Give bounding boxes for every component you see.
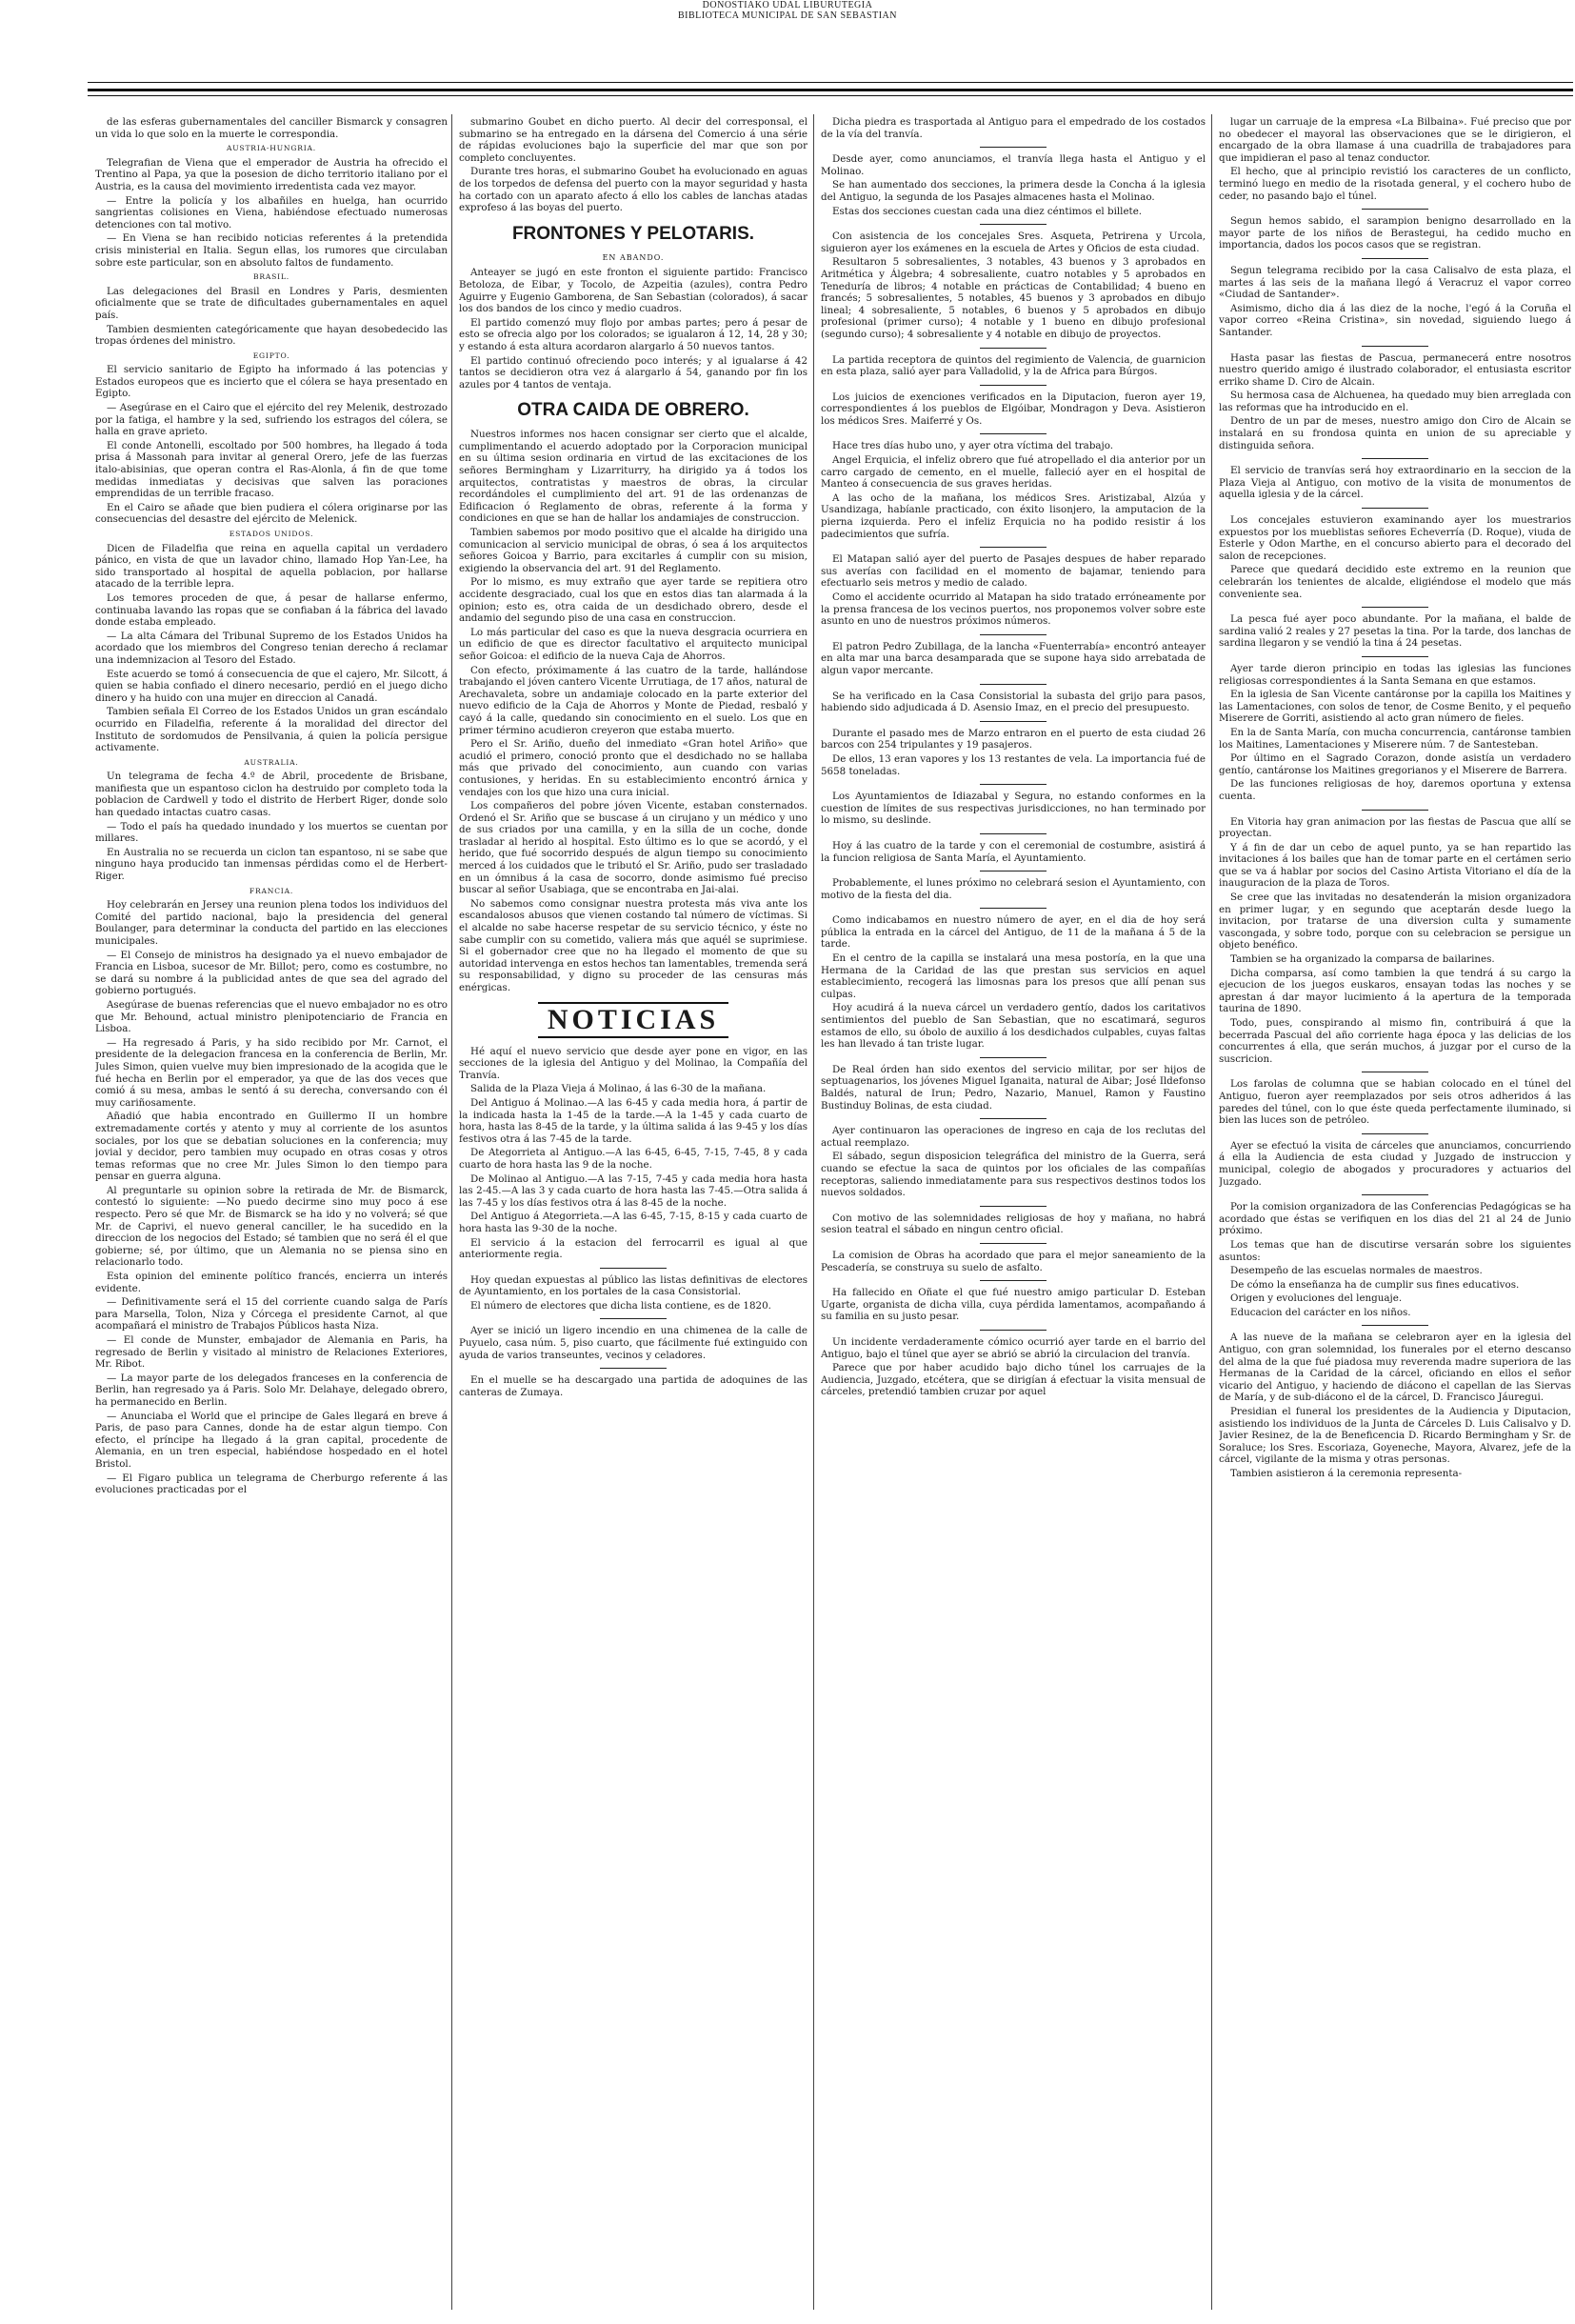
paragraph: — En Viena se han recibido noticias referentes á la pretendida crisis ministerial en Italia. Segun ellas, los rumores que circulaban sobre este particular, son en absoluto faltos de fundamento. <box>95 232 448 269</box>
paragraph: En la de Santa María, con mucha concurrencia, cantáronse tambien los Maitines, Lamentaciones y Miserere núm. 7 de Santesteban. <box>1219 726 1571 751</box>
column-2 <box>459 116 807 2307</box>
headline-frontones: FRONTONES Y PELOTARIS. <box>511 223 755 244</box>
paragraph: — El Figaro publica un telegrama de Cherburgo referente á las evoluciones practicadas por el <box>95 1472 448 1496</box>
separator <box>980 784 1047 785</box>
paragraph: Los temores proceden de que, á pesar de hallarse enfermo, continuaba lavando las ropas que se confiaban á la fábrica del lavado donde estaba empleado. <box>95 591 448 629</box>
separator <box>980 1118 1047 1119</box>
noticias-banner <box>459 1002 807 1038</box>
paragraph: El Matapan salió ayer del puerto de Pasajes despues de haber reparado sus averías con facilidad en el momento de bajamar, teniendo para efectuarlo seis metros y medio de calado. <box>821 553 1206 590</box>
separator <box>980 147 1047 148</box>
paragraph: El servicio á la estacion del ferrocarril es igual al que anteriormente regia. <box>459 1236 807 1261</box>
separator <box>980 1206 1047 1207</box>
paragraph: Se han aumentado dos secciones, la primera desde la Concha á la iglesia del Antiguo, la segunda de los Pasajes almacenes hasta el Molinao. <box>821 179 1206 203</box>
paragraph: En la iglesia de San Vicente cantáronse por la capilla los Maitines y las Lamentaciones, con solos de tenor, de Cosme Benito, y el pequeño Miserere de Gorriti, asistiendo al acto gran número de fieles. <box>1219 689 1571 725</box>
paragraph: Del Antiguo á Molinao.—A las 6-45 y cada media hora, á partir de la indicada hasta la 1-45 de la tarde.—A la 1-45 y cada cuarto de hora, hasta las 8-45 de la tarde, y la última salida á las 9-45 y los días festivos otra á las 7-45 de la tarde. <box>459 1096 807 1145</box>
headline-caida-obrero: OTRA CAIDA DE OBRERO. <box>517 400 749 421</box>
paragraph: Con asistencia de los concejales Sres. Asqueta, Petrirena y Urcola, siguieron ayer los exámenes en la escuela de Artes y Oficios de esta ciudad. <box>821 230 1206 254</box>
separator <box>980 224 1047 225</box>
paragraph: Se ha verificado en la Casa Consistorial la subasta del grijo para pasos, habiendo sido adjudicada á D. Asensio Imaz, en el precio del presupuesto. <box>821 690 1206 714</box>
separator <box>1362 346 1428 347</box>
paragraph: Probablemente, el lunes próximo no celebrará sesion el Ayuntamiento, con motivo de la fiesta del dia. <box>821 877 1206 901</box>
paragraph: Como el accidente ocurrido al Matapan ha sido tratado erróneamente por la prensa francesa de los vecinos puertos, nos proponemos volver sobre este asunto en uno de nuestros próximos números. <box>821 591 1206 628</box>
paragraph: El conde Antonelli, escoltado por 500 hombres, ha llegado á toda prisa á Massonah para invitar al general Orero, jefe de las fuerzas italo-abisinias, que operan contra el Ras-Alonla, á fin de que tome medidas inmediatas y decisivas que salven las poraciones emprendidas de un terrible fracaso. <box>95 439 448 500</box>
paragraph: Tambien asistieron á la ceremonia representa- <box>1230 1468 1463 1479</box>
paragraph: La partida receptora de quintos del regimiento de Valencia, de guarnicion en esta plaza, salió ayer para Valladolid, y la de Africa para Búrgos. <box>821 353 1206 378</box>
separator <box>980 634 1047 635</box>
paragraph: Pero el Sr. Ariño, dueño del inmediato «Gran hotel Ariño» que acudió el primero, conoció pronto que el desdichado no se hallaba más que privado del conocimiento, aun cuando con varias contusiones, y heridas. En su establecimiento encontró árnica y vendajes con los que hizo una cura inicial. <box>459 738 807 798</box>
separator <box>980 908 1047 909</box>
paragraph: Añadió que habia encontrado en Guillermo II un hombre extremadamente cortés y atento y muy al corriente de los asuntos sociales, por los que se debatian soluciones en la conferencia; muy jovial y decidor, pero tambien muy ocupado en otras cosas y otros temas reformas que no cree Mr. Jules Simon lo den tiempo para pensar en guerra alguna. <box>95 1111 448 1183</box>
paragraph: Los juicios de exenciones verificados en la Diputacion, fueron ayer 19, correspondientes á los pueblos de Elgóibar, Mondragon y Deva. Asistieron los médicos Sres. Maiferré y Os. <box>821 391 1206 427</box>
paragraph: El sábado, segun disposicion telegráfica del ministro de la Guerra, será cuando se efectue la saca de quintos por los oficiales de las compañías receptoras, saliendo inmediatamente para sus respectivos destinos todos los nuevos soldados. <box>821 1151 1206 1199</box>
paragraph: Y á fin de dar un cebo de aquel punto, ya se han repartido las invitaciones á los bailes que han de tomar parte en el certámen serio que se va á hablar por socios del Casino Artista Vitoriano el día de la inauguracion de la plaza de Toros. <box>1219 841 1571 890</box>
separator <box>1362 1133 1428 1134</box>
separator <box>600 1368 667 1369</box>
paragraph: Desempeño de las escuelas normales de maestros. <box>1230 1265 1483 1277</box>
section-heading: BRASIL. <box>252 272 290 282</box>
separator <box>980 871 1047 872</box>
paragraph: De las funciones religiosas de hoy, daremos oportuna y extensa cuenta. <box>1219 778 1571 802</box>
archive-header <box>0 0 1575 21</box>
paragraph: Como indicabamos en nuestro número de ayer, en el dia de hoy será pública la entrada en la cárcel del Antiguo, de 11 de la mañana á 5 de la tarde. <box>821 914 1206 951</box>
paragraph: — Ha regresado á Paris, y ha sido recibido por Mr. Carnot, el presidente de la delegacion francesa en la conferencia de Berlin, Mr. Jules Simon, quien vuelve muy bien impresionado de la acogida que le fué hecha en Berlin por el emperador, ya que de las dos veces que comió á su mesa, ambas le sentó á su derecha, conversando con él muy cariñosamente. <box>95 1036 448 1109</box>
paragraph: En el Cairo se añade que bien pudiera el cólera originarse por las consecuencias del desastre del ejército de Melenick. <box>95 501 448 526</box>
paragraph: Su hermosa casa de Alchuenea, ha quedado muy bien arreglada con las reformas que ha introducido en el. <box>1219 390 1571 413</box>
separator <box>600 1268 667 1269</box>
section-heading: FRANCIA. <box>249 886 294 895</box>
separator <box>980 433 1047 434</box>
paragraph: En el centro de la capilla se instalará una mesa postoría, en la que una Hermana de la Caridad de las que prestan sus servicios en aquel establecimiento, recogerá las limosnas para los presos que allí penan sus culpas. <box>821 952 1206 1000</box>
paragraph: Origen y evoluciones del lenguaje. <box>1230 1292 1403 1305</box>
paragraph: Se cree que las invitadas no desatenderán la mision organizadora en primer lugar, y en segundo que aceptarán desde luego la invitacion, por tratarse de una diversion culta y sumamente vascongada, y sobre todo, porque con su celebracion se persigue un objeto benéfico. <box>1219 892 1571 952</box>
paragraph: Asimismo, dicho dia á las diez de la noche, l'egó á la Coruña el vapor correo «Reina Cristina», sin novedad, siguiendo luego á Santander. <box>1219 302 1571 338</box>
separator <box>1362 810 1428 811</box>
paragraph: A las ocho de la mañana, los médicos Sres. Aristizabal, Alzúa y Usandizaga, habíanle practicado, con éxito lisonjero, la amputacion de la pierna izquierda. Pero el infeliz Erquicia no ha podido resistir á los padecimientos que sufría. <box>821 491 1206 540</box>
paragraph: Durante el pasado mes de Marzo entraron en el puerto de esta ciudad 26 barcos con 254 tripulantes y 19 pasajeros. <box>821 727 1206 751</box>
paragraph: — La alta Cámara del Tribunal Supremo de los Estados Unidos ha acordado que los miembros del Congreso tenian derecho á reclamar una indemnizacion al Tesoro del Estado. <box>95 630 448 666</box>
separator <box>980 547 1047 548</box>
paragraph: — El Consejo de ministros ha designado ya el nuevo embajador de Francia en Lisboa, sucesor de Mr. Billot; pero, como es costumbre, no se dará su nombre á la publicidad antes de que sea del agrado del gobierno portugués. <box>95 949 448 997</box>
paragraph: Angel Erquicia, el infeliz obrero que fué atropellado el dia anterior por un carro cargado de cemento, en el muelle, falleció ayer en el hospital de Manteo á consecuencia de sus graves heridas. <box>821 454 1206 491</box>
separator <box>980 721 1047 722</box>
paragraph: El servicio de tranvías será hoy extraordinario en la seccion de la Plaza Vieja al Antiguo, con motivo de la visita de monumentos de aquella iglesia y de la cárcel. <box>1219 465 1571 501</box>
paragraph: Ayer continuaron las operaciones de ingreso en caja de los reclutas del actual reemplazo. <box>821 1125 1206 1149</box>
paragraph: Desde ayer, como anunciamos, el tranvía llega hasta el Antiguo y el Molinao. <box>821 153 1206 177</box>
top-rule-thick <box>88 89 1573 91</box>
header-line-1: DONOSTIAKO UDAL LIBURUTEGIA <box>702 0 873 10</box>
paragraph: El número de electores que dicha lista contiene, es de 1820. <box>470 1299 771 1312</box>
paragraph: Educacion del carácter en los niños. <box>1230 1306 1411 1318</box>
column-3 <box>821 116 1206 2307</box>
paragraph: Segun telegrama recibido por la casa Calisalvo de esta plaza, el martes á las seis de la mañana llegó á Veracruz el vapor correo «Ciudad de Santander». <box>1219 264 1571 301</box>
paragraph: Dicha comparsa, así como tambien la que tendrá á su cargo la ejecucion de los juegos euskaros, ensayan todas las noches y se aprestan á dar mayor lucimiento á la apertura de la temporada taurina de 1890. <box>1219 967 1571 1015</box>
paragraph: Anteayer se jugó en este fronton el siguiente partido: Francisco Betoloza, de Eibar, y Tocolo, de Azpeitia (azules), contra Pedro Aguirre y Eugenio Gamborena, de San Sebastian (colorados), á sacar los dos bandos de los cinco y medio cuadros. <box>459 267 807 315</box>
paragraph: Hasta pasar las fiestas de Pascua, permanecerá entre nosotros nuestro querido amigo é ilustrado colaborador, el entusiasta escritor erriko shame D. Ciro de Alcain. <box>1219 351 1571 388</box>
paragraph: — Anunciaba el World que el principe de Gales llegará en breve á Paris, de paso para Cannes, donde ha de estar algun tiempo. Con efecto, el príncipe ha llegado á la gran capital, procedente de Alemania, en un tren especial, habiéndose hospedado en el hotel Bristol. <box>95 1410 448 1470</box>
paragraph: Las delegaciones del Brasil en Londres y Paris, desmienten oficialmente que se trate de dificultades gubernamentales en aquel país. <box>95 285 448 321</box>
paragraph: De Ategorrieta al Antiguo.—A las 6-45, 6-45, 7-15, 7-45, 8 y cada cuarto de hora hasta las 9 de la noche. <box>459 1147 807 1171</box>
separator <box>980 684 1047 685</box>
paragraph: El servicio sanitario de Egipto ha informado á las potencias y Estados europeos que es incierto que el cólera se haya presentado en Egipto. <box>95 364 448 400</box>
top-rule-thin-2 <box>88 95 1573 96</box>
paragraph: Tambien se ha organizado la comparsa de bailarines. <box>1230 953 1495 966</box>
column-divider <box>451 114 452 2310</box>
paragraph: Hoy celebrarán en Jersey una reunion plena todos los individuos del Comité del partido nacional, bajo la presidencia del general Boulanger, para determinar la conducta del partido en las elecciones municipales. <box>95 899 448 947</box>
paragraph: Ayer tarde dieron principio en todas las iglesias las funciones religiosas correspondientes á la Santa Semana en que estamos. <box>1219 662 1571 687</box>
paragraph: El partido continuó ofreciendo poco interés; y al igualarse á 42 tantos se decidieron otra vez á alargarlo á 54, ganando por fin los azules por 4 tantos de ventaja. <box>459 354 807 391</box>
paragraph: de las esferas gubernamentales del canciller Bismarck y consagren un vida lo que solo en la muerte le correspondia. <box>95 116 448 140</box>
paragraph: Dicha piedra es trasportada al Antiguo para el empedrado de los costados de la vía del tranvía. <box>821 116 1206 140</box>
paragraph: Presidian el funeral los presidentes de la Audiencia y Diputacion, asistiendo los individuos de la Junta de Cárceles D. Luis Calisalvo y D. Javier Resinez, de la de Beneficencia D. Ricardo Bermingham y Sr. de Soraluce; los Sres. Escoriaza, Goyeneche, Mayora, Alvarez, jefe de la cárcel, vigilante de la misma y otras personas. <box>1219 1406 1571 1466</box>
paragraph: Hoy á las cuatro de la tarde y con el ceremonial de costumbre, asistirá á la funcion religiosa de Santa María, el Ayuntamiento. <box>821 839 1206 864</box>
paragraph: Por lo mismo, es muy extraño que ayer tarde se repitiera otro accidente desgraciado, cual los que en estos dias tan alarmada á la opinion; esto es, otra caida de un desdichado obrero, desde el andamio del segundo piso de una casa en construccion. <box>459 576 807 625</box>
paragraph: La comision de Obras ha acordado que para el mejor saneamiento de la Pescadería, se construya su suelo de asfalto. <box>821 1249 1206 1273</box>
paragraph: El partido comenzó muy flojo por ambas partes; pero á pesar de esto se ofrecia algo por los colorados; se igualaron á 12, 14, 28 y 30; y estando á esta altura acordaron alargarlo á 50 nuevos tantos. <box>459 316 807 352</box>
paragraph: Ayer se efectuó la visita de cárceles que anunciamos, concurriendo á ella la Audiencia de esta ciudad y Juzgado de instruccion y municipal, colegio de abogados y procuradores y actuarios del Juzgado. <box>1219 1139 1571 1188</box>
paragraph: Telegrafian de Viena que el emperador de Austria ha ofrecido el Trentino al Papa, ya que la posesion de dicho territorio italiano por el Austria, es la causa del movimiento irredentista cada vez mayor. <box>95 156 448 192</box>
paragraph: En el muelle se ha descargado una partida de adoquines de las canteras de Zumaya. <box>459 1374 807 1398</box>
paragraph: El patron Pedro Zubillaga, de la lancha «Fuenterrabía» encontró anteayer en alta mar una barca desamparada que se supone haya sido arrebatada de algun vapor mercante. <box>821 640 1206 676</box>
separator <box>980 1057 1047 1058</box>
separator <box>1362 656 1428 657</box>
paragraph: Por la comision organizadora de las Conferencias Pedagógicas se ha acordado que éstas se verifiquen en los dias del 21 al 24 de Junio próximo. <box>1219 1201 1571 1237</box>
paragraph: Un incidente verdaderamente cómico ocurrió ayer tarde en el barrio del Antiguo, bajo el túnel que ayer se abrió se abrió la circulacion del tranvía. <box>821 1335 1206 1360</box>
paragraph: Los temas que han de discutirse versarán sobre los siguientes asuntos: <box>1219 1238 1571 1263</box>
paragraph: Los Ayuntamientos de Idiazabal y Segura, no estando conformes en la cuestion de límites de sus respectivas jurisdicciones, no han terminado por lo mismo, su deslinde. <box>821 791 1206 827</box>
paragraph: Hoy acudirá á la nueva cárcel un verdadero gentío, dados los caritativos sentimientos del pueblo de San Sebastian, que no escatimará, seguros estamos de ello, su óbolo de auxilio á los desdichados culpables, cuyas faltas les han llevado á tan triste lugar. <box>821 1002 1206 1051</box>
separator <box>980 1330 1047 1331</box>
separator <box>1362 607 1428 608</box>
paragraph: Parece que por haber acudido bajo dicho túnel los carruajes de la Audiencia, Juzgado, etcétera, que se dirigían á efectuar la visita mensual de cárceles, pretendió tambien cruzar por aquel <box>821 1362 1206 1398</box>
paragraph: De Real órden han sido exentos del servicio militar, por ser hijos de septuagenarios, los jóvenes Miguel Iganaita, natural de Aibar; José Ildefonso Baldés, natural de Irun; Pedro, Nazario, Manuel, Ramon y Faustino Bustinduy Bolinas, de esta ciudad. <box>821 1063 1206 1112</box>
section-heading: EGIPTO. <box>252 351 290 360</box>
paragraph: Durante tres horas, el submarino Goubet ha evolucionado en aguas de los torpedos de defensa del puerto con la mayor seguridad y hasta ha cortado con un aparato afecto á ello los cables de lanchas atadas exprofeso á las boyas del puerto. <box>459 166 807 214</box>
paragraph: Este acuerdo se tomó á consecuencia de que el cajero, Mr. Silcott, á quien se habia confiado el dinero necesario, perdió en el juego dicho dinero y ha huido con una mujer en direccion al Canadá. <box>95 668 448 704</box>
paragraph: submarino Goubet en dicho puerto. Al decir del corresponsal, el submarino se ha entregado en la dársena del Comercio á una série de rápidas evoluciones bajo la superficie del mar que son por completo concluyentes. <box>459 116 807 164</box>
paragraph: Estas dos secciones cuestan cada una diez céntimos el billete. <box>832 205 1143 217</box>
paragraph: La pesca fué ayer poco abundante. Por la mañana, el balde de sardina valió 2 reales y 27 pesetas la tina. Por la tarde, dos lanchas de sardina llegaron y se vendió la tina á 24 pesetas. <box>1219 613 1571 650</box>
separator <box>600 1318 667 1319</box>
column-1 <box>95 116 448 2307</box>
paragraph: Los concejales estuvieron examinando ayer los muestrarios expuestos por los mueblistas señores Echeverría (D. Roque), viuda de Esterle y Odon Marthe, en el concurso abierto para el decorado del salon de recepciones. <box>1219 514 1571 562</box>
paragraph: Parece que quedará decidido este extremo en la reunion que celebrarán los tenientes de alcalde, eligiéndose el modelo que más conveniente sea. <box>1219 564 1571 600</box>
paragraph: — Asegúrase en el Cairo que el ejército del rey Melenik, destrozado por la fatiga, el hambre y la sed, sufriendo los estragos del cólera, se halla en grave aprieto. <box>95 402 448 438</box>
paragraph: — Todo el país ha quedado inundado y los muertos se cuentan por millares. <box>95 820 448 845</box>
separator <box>980 1243 1047 1244</box>
section-heading: AUSTRALIA. <box>244 757 299 767</box>
paragraph: Asegúrase de buenas referencias que el nuevo embajador no es otro que Mr. Behound, actual ministro plenipotenciario de Francia en Lisboa. <box>95 998 448 1035</box>
paragraph: Del Antiguo á Ategorrieta.—A las 6-45, 7-15, 8-15 y cada cuarto de hora hasta las 9-30 de la noche. <box>459 1211 807 1234</box>
separator <box>980 385 1047 386</box>
paragraph: En Australia no se recuerda un ciclon tan espantoso, ni se sabe que ninguno haya producido tan inmensas pérdidas como el de Herbert-Riger. <box>95 846 448 883</box>
paragraph: Nuestros informes nos hacen consignar ser cierto que el alcalde, cumplimentando el acuerdo adoptado por la Corporacion municipal en su última sesion ordinaria en virtud de las excitaciones de los señores Bermingham y Lizarriturry, ha dirigido ya á todos los arquitectos, contratistas y maestros de obras, la circular recordándoles el cumplimiento del art. 91 de las ordenanzas de Edificacion ó Reglamento de obras, referente á la forma y condiciones en que se han de hallar los andamiajes de construccion. <box>459 429 807 525</box>
paragraph: Todo, pues, conspirando al mismo fin, contribuirá á que la becerrada Pascual del año corriente haga época y las delicias de los concurrentes á ella, que serán muchos, á juzgar por el curso de la suscricion. <box>1219 1017 1571 1065</box>
separator <box>1362 1325 1428 1326</box>
paragraph: De ellos, 13 eran vapores y los 13 restantes de vela. La importancia fué de 5658 toneladas. <box>821 752 1206 777</box>
header-line-2: BIBLIOTECA MUNICIPAL DE SAN SEBASTIAN <box>678 10 897 21</box>
paragraph: Ayer se inició un ligero incendio en una chimenea de la calle de Puyuelo, casa núm. 5, piso cuarto, que fácilmente fué extinguido con ayuda de varios transeuntes, vecinos y celadores. <box>459 1325 807 1361</box>
paragraph: Ha fallecido en Oñate el que fué nuestro amigo particular D. Esteban Ugarte, organista de dicha villa, cuya pérdida lamentamos, acompañando á su familia en su justo pesar. <box>821 1287 1206 1323</box>
paragraph: Hé aquí el nuevo servicio que desde ayer pone en vigor, en las secciones de la iglesia del Antiguo y del Molinao, la Compañía del Tranvía. <box>459 1045 807 1081</box>
paragraph: Con motivo de las solemnidades religiosas de hoy y mañana, no habrá sesion teatral el sábado en ningun centro oficial. <box>821 1212 1206 1236</box>
subheading: EN ABANDO. <box>602 252 665 262</box>
paragraph: Por último en el Sagrado Corazon, donde asistía un verdadero gentío, cantáronse los Maitines gregorianos y el Miserere de Barrera. <box>1219 752 1571 776</box>
paragraph: Al preguntarle su opinion sobre la retirada de Mr. de Bismarck, contestó lo siguiente: —No puedo decirme sino muy poco á ese respecto. Pero sé que Mr. de Bismarck se ha ido y no volverá; sé que Mr. de Caprivi, el nuevo general canciller, le ha sucedido en la direccion de los negocios del Estado; sé tambien que no será él el que gobierne; sé, por último, que un Alemania no se piensa sino en relacionarlo todo. <box>95 1184 448 1269</box>
paragraph: Resultaron 5 sobresalientes, 3 notables, 43 buenos y 3 aprobados en Aritmética y Álgebra; 4 sobresaliente, cuatro notables y 5 aprobados en Teneduría de libros; 4 notable en prácticas de Contabilidad; 4 bueno en francés; 5 sobresalientes, 5 notables, 45 buenos y 3 aprobados en dibujo lineal; 4 sobresaliente, 5 notables, 6 buenos y 5 aprobados en dibujo profesional (primer curso); 4 notable y 1 bueno en dibujo profesional (segundo curso); 4 sobresaliente y 4 notable en dibujo de proyectos. <box>821 256 1206 340</box>
section-heading: ESTADOS UNIDOS. <box>229 530 314 538</box>
paragraph: No sabemos como consignar nuestra protesta más viva ante los escandalosos abusos que vienen costando tal número de víctimas. Si el alcalde no sabe hacerse respetar de su servicio técnico, y éste no sabe cumplir con su cometido, valiera más que aquél se suprimiese. Si el gobernador cree que no ha llegado el momento de que su autoridad intervenga en estos hechos tan lamentables, tremenda será su responsabilidad, y digno su proceder de las censuras más enérgicas. <box>459 897 807 993</box>
paragraph: Lo más particular del caso es que la nueva desgracia ocurriera en un edificio de que es director facultativo el arquitecto municipal señor Goicoa: el edificio de la nueva Caja de Ahorros. <box>459 626 807 662</box>
separator <box>980 833 1047 834</box>
separator <box>1362 508 1428 509</box>
paragraph: Tambien desmienten categóricamente que hayan desobedecido las tropas órdenes del ministro. <box>95 323 448 348</box>
separator <box>1362 458 1428 459</box>
paragraph: Con efecto, próximamente á las cuatro de la tarde, hallándose trabajando el jóven cantero Vicente Urrutiaga, de 17 años, natural de Arechavaleta, sobre un andamiaje colocado en la parte exterior del nuevo edificio de la Caja de Ahorros y Monte de Piedad, resbaló y cayó á la calle, quedando sin conocimiento en el suelo. Los que en primer término acudieron creyeron que estaba muerto. <box>459 664 807 736</box>
paragraph: — Entre la policía y los albañiles en huelga, han ocurrido sangrientas colisiones en Viena, habiéndose efectuado numerosas detenciones con tal motivo. <box>95 194 448 230</box>
paragraph: Esta opinion del eminente político francés, encierra un interés evidente. <box>95 1271 448 1294</box>
paragraph: De cómo la enseñanza ha de cumplir sus fines educativos. <box>1230 1278 1520 1291</box>
column-divider <box>813 114 814 2310</box>
paragraph: — El conde de Munster, embajador de Alemania en Paris, ha regresado de Berlin y visitado al ministro de Relaciones Exteriores, Mr. Ribot. <box>95 1334 448 1371</box>
paragraph: Los compañeros del pobre jóven Vicente, estaban consternados. Ordenó el Sr. Ariño que se buscase á un cirujano y un médico y uno de sus criados por una camilla, y en la silla de un coche, donde trasladar al herido al hospital. Esto último es lo que se acordó, y el herido, que fué socorrido después de algun tiempo su conocimiento merced á los cuidados que le tributó el Sr. Ariño, pudo ser trasladado en un ómnibus á la casa de socorro, donde asimismo fué preciso buscar al señor Usabiaga, que se encontraba en Jai-alai. <box>459 800 807 896</box>
separator <box>980 1280 1047 1281</box>
separator <box>1362 258 1428 259</box>
paragraph: Segun hemos sabido, el sarampion benigno desarrollado en la mayor parte de los niños de Berastegui, ha cedido mucho en importancia, dados los pocos casos que se registran. <box>1219 215 1571 251</box>
paragraph: A las nueve de la mañana se celebraron ayer en la iglesia del Antiguo, con gran solemnidad, los funerales por el eterno descanso del alma de la que fué piadosa muy reverenda madre superiora de las Hermanas de la Caridad de la cárcel, oficiando en ellos el señor vicario del Antiguo, y haciendo de diácono el capellan de las Siervas de María, y de sub-diácono el de la cárcel, D. Francisco Jáuregui. <box>1219 1332 1571 1404</box>
paragraph: Dentro de un par de meses, nuestro amigo don Ciro de Alcain se instalará en su frondosa quinta en union de su apreciable y distinguida señora. <box>1219 415 1571 451</box>
separator <box>1362 209 1428 210</box>
section-heading: AUSTRIA-HUNGRIA. <box>226 144 317 153</box>
paragraph: lugar un carruaje de la empresa «La Bilbaina». Fué preciso que por no obedecer el mayoral las observaciones que se le dirigieron, el encargado de la obra llamase á una cuadrilla de trabajadores para que impidieran el paso al tenaz conductor. <box>1219 116 1571 164</box>
paragraph: Tambien sabemos por modo positivo que el alcalde ha dirigido una comunicacion al servicio municipal de obras, ó sea á los arquitectos señores Goicoa y Barrio, para excitarles á cumplir con su mision, exigiendo la observancia del art. 91 del Reglamento. <box>459 527 807 574</box>
paragraph: Un telegrama de fecha 4.º de Abril, procedente de Brisbane, manifiesta que un espantoso ciclon ha destruido por completo toda la poblacion de Cardwell y todo el distrito de Herbert Riger, donde solo han quedado intactas cuatro casas. <box>95 771 448 819</box>
paragraph: El hecho, que al principio revistió los caracteres de un conflicto, terminó luego en medio de la risotada general, y el cochero hubo de ceder, no pasando bajo el túnel. <box>1219 166 1571 202</box>
paragraph: Tambien señala El Correo de los Estados Unidos un gran escándalo ocurrido en Filadelfia, referente á la moralidad del director del Instituto de sordomudos de Pensilvania, á quien la policía persigue activamente. <box>95 706 448 754</box>
paragraph: En Vitoria hay gran animacion por las fiestas de Pascua que allí se proyectan. <box>1219 815 1571 840</box>
top-rule-thin <box>88 82 1573 83</box>
separator <box>1362 1194 1428 1195</box>
paragraph: — La mayor parte de los delegados franceses en la conferencia de Berlin, han regresado ya á Paris. Solo Mr. Delahaye, delegado obrero, ha permanecido en Berlin. <box>95 1372 448 1408</box>
column-divider <box>1211 114 1212 2310</box>
paragraph: Hoy quedan expuestas al público las listas definitivas de electores de Ayuntamiento, en los portales de la casa Consistorial. <box>459 1273 807 1298</box>
paragraph: Hace tres días hubo uno, y ayer otra víctima del trabajo. <box>832 440 1114 452</box>
column-4 <box>1219 116 1571 2307</box>
paragraph: Dicen de Filadelfia que reina en aquella capital un verdadero pánico, en vista de que un lavador chino, llamado Hop Yan-Lee, ha sido transportado al hospital de aquella poblacion, por hallarse atacado de la terrible lepra. <box>95 542 448 591</box>
separator <box>980 348 1047 349</box>
paragraph: Los farolas de columna que se habian colocado en el túnel del Antiguo, fueron ayer reemplazados por seis otros adheridos á las paredes del túnel, con lo que éste queda perfectamente iluminado, si bien las luces son de petróleo. <box>1219 1078 1571 1127</box>
paragraph: — Definitivamente será el 15 del corriente cuando salga de París para Marsella, Tolon, Niza y Córcega el presidente Carnot, al que acompañará el ministro de Trabajos Públicos hasta Niza. <box>95 1296 448 1332</box>
paragraph: De Molinao al Antiguo.—A las 7-15, 7-45 y cada media hora hasta las 2-45.—A las 3 y cada cuarto de hora hasta las 7-45.—Otra salida á las 7-45 y los días festivos otra á las 8-45 de la noche. <box>459 1172 807 1209</box>
noticias-title: NOTICIAS <box>538 1002 728 1038</box>
paragraph: Salida de la Plaza Vieja á Molinao, á las 6-30 de la mañana. <box>470 1083 767 1095</box>
